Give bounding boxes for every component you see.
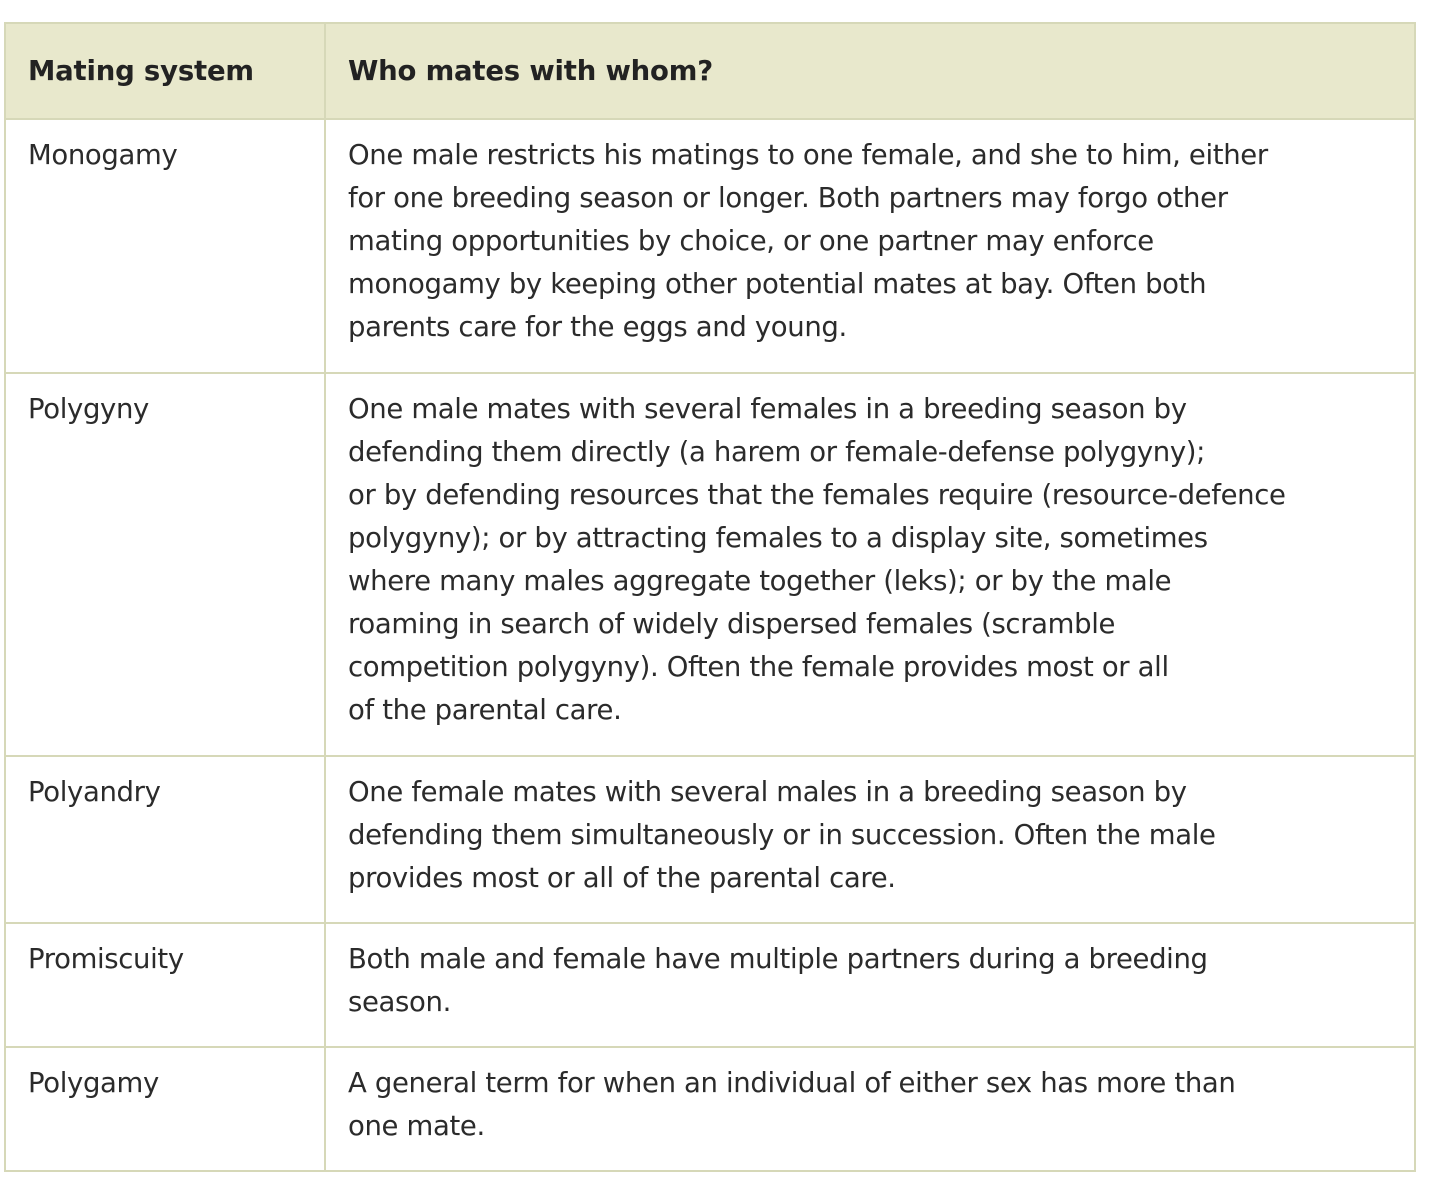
description-line: monogamy by keeping other potential mates at bay. Often both bbox=[348, 268, 1207, 300]
description-line: where many males aggregate together (leks); or by the male bbox=[348, 565, 1172, 597]
description-line: One male mates with several females in a breeding season by bbox=[348, 393, 1187, 425]
table-row-promiscuity bbox=[5, 923, 1415, 1047]
term-cell: Polyandry bbox=[5, 756, 325, 923]
description-line: Both male and female have multiple partners during a breeding bbox=[348, 943, 1208, 975]
description-line: defending them directly (a harem or female-defense polygyny); bbox=[348, 436, 1206, 468]
term-cell: Promiscuity bbox=[5, 923, 325, 1047]
description-line: defending them simultaneously or in succession. Often the male bbox=[348, 819, 1216, 851]
description-cell bbox=[325, 119, 1415, 373]
description-cell bbox=[325, 756, 1415, 923]
description-line: parents care for the eggs and young. bbox=[348, 311, 847, 343]
description-line: One female mates with several males in a breeding season by bbox=[348, 776, 1187, 808]
description-line: mating opportunities by choice, or one partner may enforce bbox=[348, 225, 1154, 257]
description-cell bbox=[325, 1047, 1415, 1171]
description-line: provides most or all of the parental care. bbox=[348, 862, 896, 894]
table-row-polygyny bbox=[5, 373, 1415, 756]
description-line: roaming in search of widely dispersed females (scramble bbox=[348, 608, 1116, 640]
description-cell bbox=[325, 923, 1415, 1047]
description-line: A general term for when an individual of either sex has more than bbox=[348, 1067, 1236, 1099]
table-row-polyandry bbox=[5, 756, 1415, 923]
description-line: of the parental care. bbox=[348, 694, 622, 726]
description-line: or by defending resources that the females require (resource-defence bbox=[348, 479, 1286, 511]
table-row-polygamy bbox=[5, 1047, 1415, 1171]
term-cell: Polygamy bbox=[5, 1047, 325, 1171]
description-line: one mate. bbox=[348, 1110, 485, 1142]
mating-systems-table bbox=[4, 22, 1416, 1172]
table-row-monogamy bbox=[5, 119, 1415, 373]
description-line: One male restricts his matings to one female, and she to him, either bbox=[348, 139, 1268, 171]
header-who-mates-with-whom: Who mates with whom? bbox=[325, 23, 1415, 119]
header-row bbox=[5, 23, 1415, 119]
description-cell bbox=[325, 373, 1415, 756]
description-line: season. bbox=[348, 986, 451, 1018]
description-line: polygyny); or by attracting females to a display site, sometimes bbox=[348, 522, 1208, 554]
description-line: for one breeding season or longer. Both partners may forgo other bbox=[348, 182, 1228, 214]
description-line: competition polygyny). Often the female provides most or all bbox=[348, 651, 1169, 683]
term-cell: Polygyny bbox=[5, 373, 325, 756]
header-mating-system: Mating system bbox=[5, 23, 325, 119]
term-cell: Monogamy bbox=[5, 119, 325, 373]
